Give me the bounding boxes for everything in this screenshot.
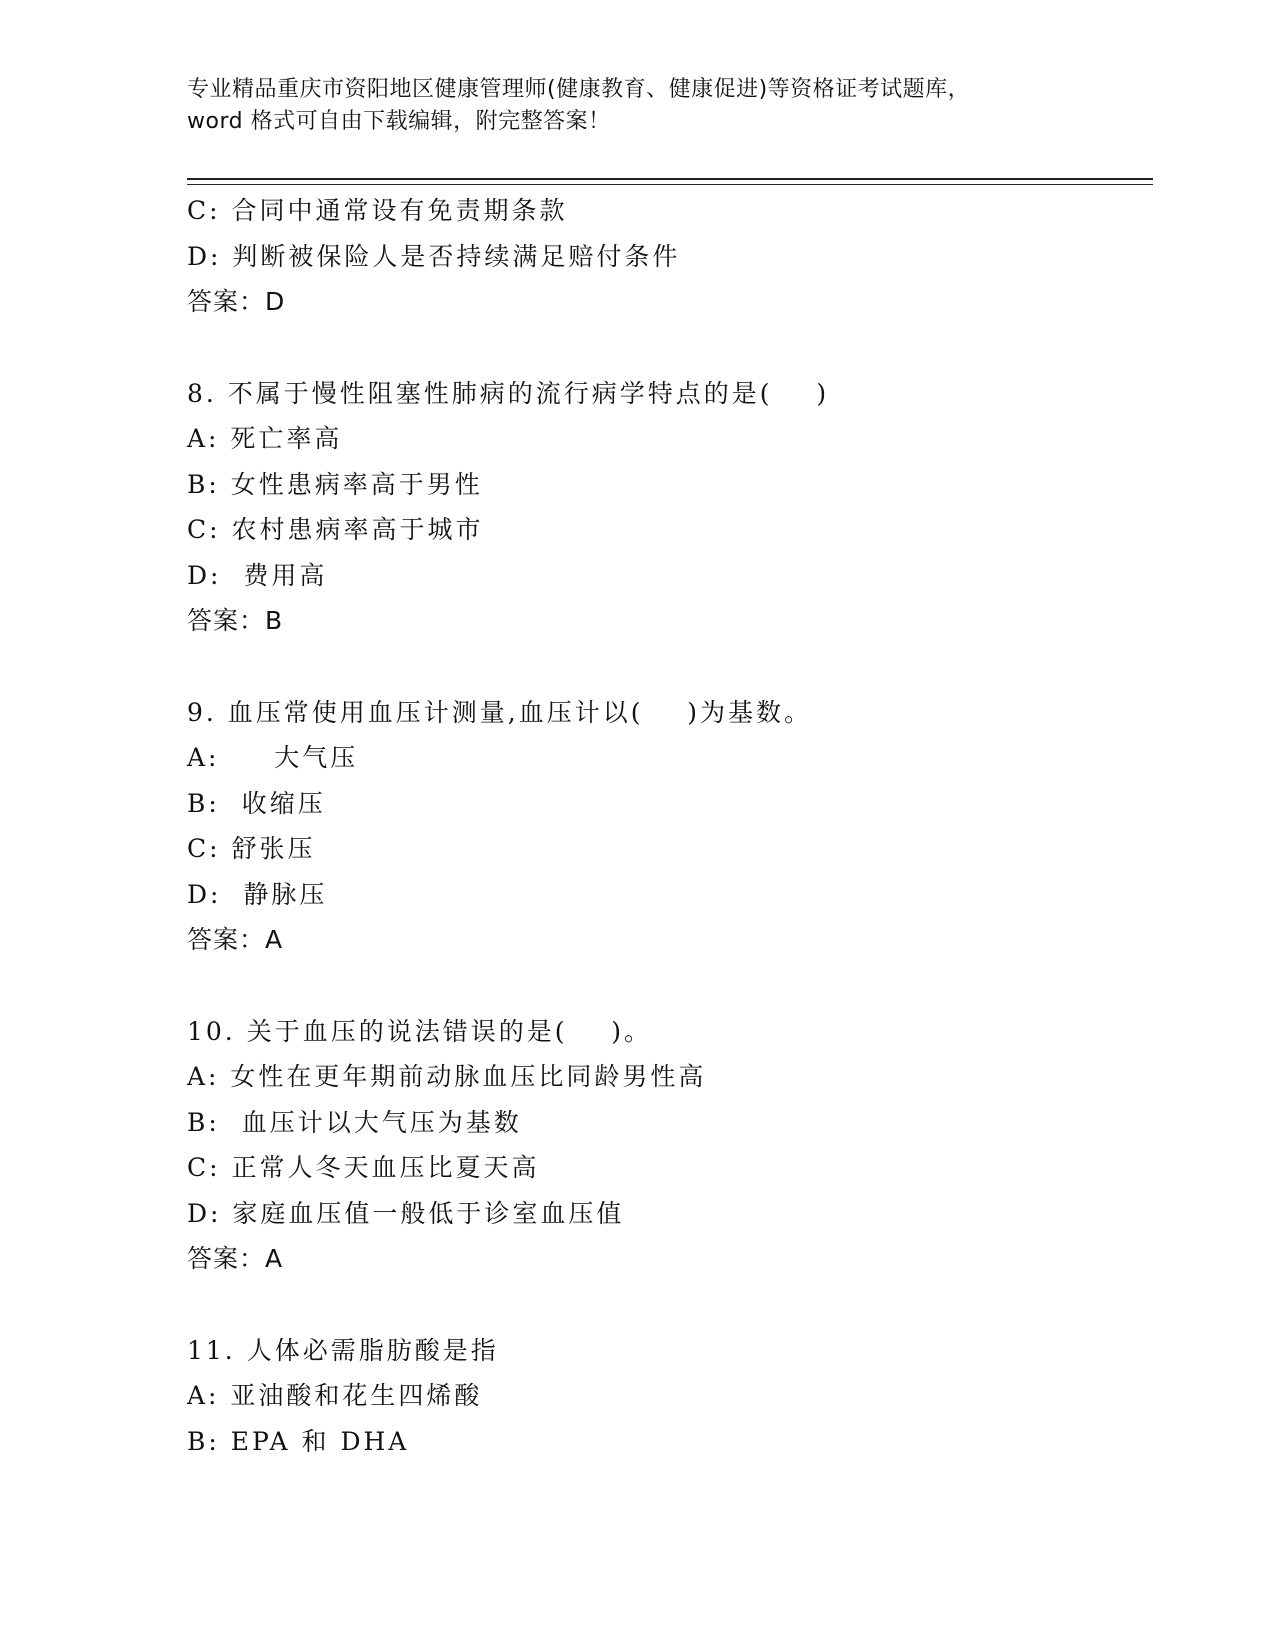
option-b: B: 女性患病率高于男性	[187, 469, 483, 499]
header-title-line-2: word 格式可自由下载编辑，附完整答案！	[187, 109, 611, 134]
answer-line: 答案：A	[187, 925, 284, 954]
option-d: D: 静脉压	[187, 879, 328, 909]
option-b: B: 血压计以大气压为基数	[187, 1107, 522, 1137]
option-d: D: 费用高	[187, 560, 328, 590]
answer-line: 答案：B	[187, 606, 284, 635]
question-stem: 9. 血压常使用血压计测量,血压计以( )为基数。	[187, 697, 813, 727]
option-c: C: 正常人冬天血压比夏天高	[187, 1153, 540, 1182]
option-b: B: EPA 和 DHA	[187, 1426, 410, 1456]
option-d: D: 判断被保险人是否持续满足赔付条件	[187, 241, 681, 271]
option-a: A: 死亡率高	[187, 424, 343, 453]
header-divider-thin	[187, 184, 1153, 185]
header-title-line-1: 专业精品重庆市资阳地区健康管理师(健康教育、健康促进)等资格证考试题库，	[187, 77, 971, 102]
option-b: B: 收缩压	[187, 788, 326, 818]
option-a: A: 女性在更年期前动脉血压比同龄男性高	[187, 1062, 707, 1091]
header-divider-thick	[187, 178, 1153, 180]
question-stem: 10. 关于血压的说法错误的是( )。	[187, 1016, 653, 1046]
question-block-11	[187, 1328, 1153, 1465]
question-block-9	[187, 690, 1153, 963]
option-a: A: 亚油酸和花生四烯酸	[187, 1381, 483, 1410]
answer-line: 答案：D	[187, 287, 286, 316]
question-stem: 11. 人体必需脂肪酸是指	[187, 1335, 499, 1365]
option-c: C: 合同中通常设有免责期条款	[187, 196, 568, 225]
question-block-previous	[187, 188, 1153, 325]
question-list	[187, 188, 1153, 1464]
option-c: C: 农村患病率高于城市	[187, 515, 484, 544]
document-header	[187, 74, 1087, 138]
option-c: C: 舒张压	[187, 834, 316, 863]
question-block-8	[187, 371, 1153, 644]
option-a: A: 大气压	[187, 743, 359, 772]
option-d: D: 家庭血压值一般低于诊室血压值	[187, 1198, 625, 1228]
question-block-10	[187, 1009, 1153, 1282]
answer-line: 答案：A	[187, 1244, 284, 1273]
question-stem: 8. 不属于慢性阻塞性肺病的流行病学特点的是( )	[187, 378, 830, 408]
